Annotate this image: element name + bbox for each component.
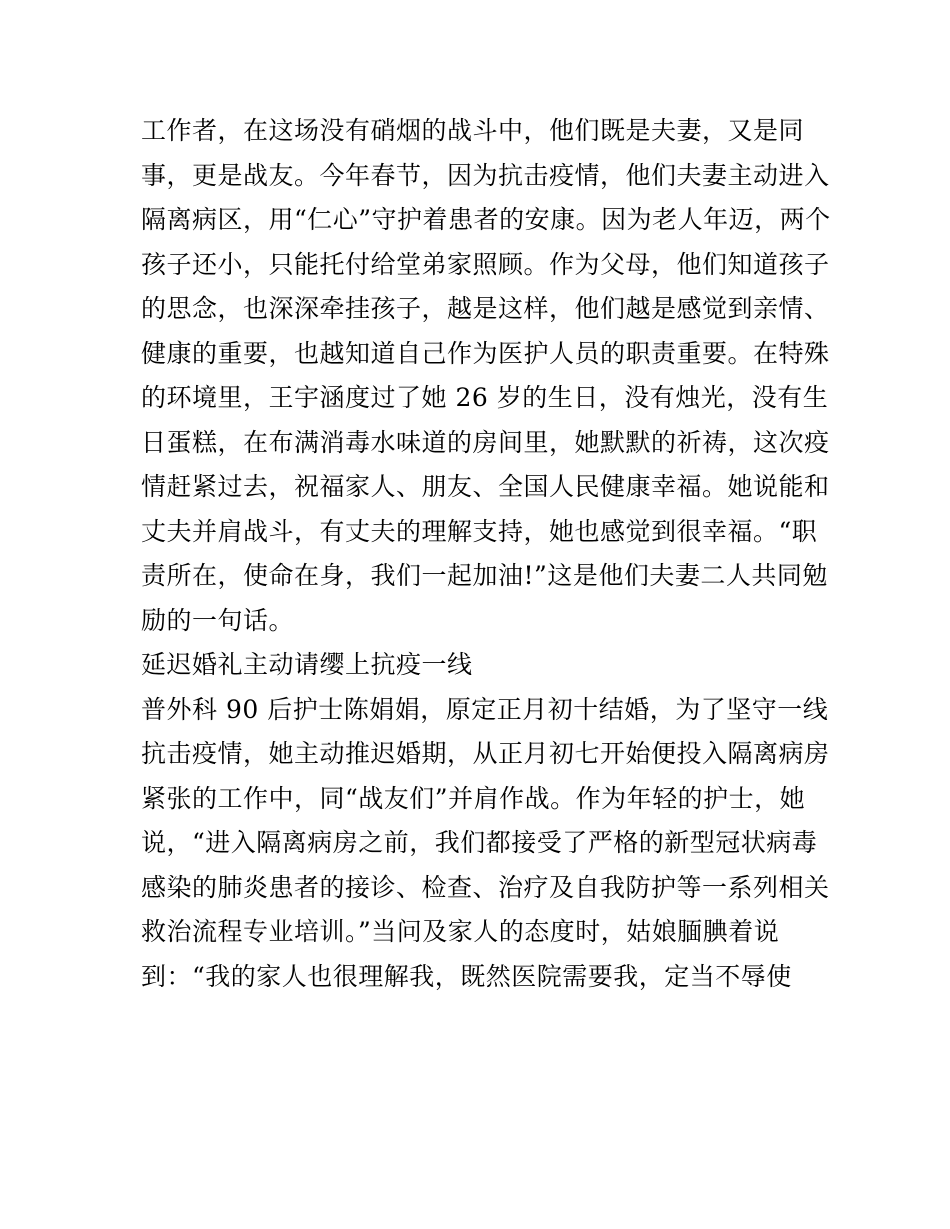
text-line: 情赶紧过去，祝福家人、朋友、全国人民健康幸福。她说能和 <box>141 472 830 501</box>
text-line: 工作者，在这场没有硝烟的战斗中，他们既是夫妻，又是同 <box>141 116 805 145</box>
text-line: 的思念，也深深牵挂孩子，越是这样，他们越是感觉到亲情、 <box>141 294 830 323</box>
text-line: 孩子还小，只能托付给堂弟家照顾。作为父母，他们知道孩子 <box>141 249 830 279</box>
text-line: 感染的肺炎患者的接诊、检查、治疗及自我防护等一系列相关 <box>141 872 830 902</box>
text-line: 丈夫并肩战斗，有丈夫的理解支持，她也感觉到很幸福。“职 <box>141 516 818 546</box>
text-line: 说，“进入隔离病房之前，我们都接受了严格的新型冠状病毒 <box>141 828 818 857</box>
text-line: 的环境里，王宇涵度过了她 26 岁的生日，没有烛光，没有生 <box>141 383 829 412</box>
text-line: 隔离病区，用“仁心”守护着患者的安康。因为老人年迈，两个 <box>141 205 831 234</box>
text-line: 责所在，使命在身，我们一起加油!”这是他们夫妻二人共同勉 <box>141 561 828 590</box>
text-line: 日蛋糕，在布满消毒水味道的房间里，她默默的祈祷，这次疫 <box>141 427 830 457</box>
text-line: 健康的重要，也越知道自己作为医护人员的职责重要。在特殊 <box>141 338 830 368</box>
document-body <box>141 109 831 999</box>
text-line: 抗击疫情，她主动推迟婚期，从正月初七开始便投入隔离病房 <box>141 739 830 768</box>
section-heading: 延迟婚礼主动请缨上抗疫一线 <box>141 650 473 679</box>
text-line: 紧张的工作中，同“战友们”并肩作战。作为年轻的护士，她 <box>141 783 806 813</box>
text-line: 励的一句话。 <box>141 605 295 635</box>
text-line: 事，更是战友。今年春节，因为抗击疫情，他们夫妻主动进入 <box>141 160 830 190</box>
text-line: 到：“我的家人也很理解我，既然医院需要我，定当不辱使 <box>141 961 792 991</box>
text-line: 普外科 90 后护士陈娟娟，原定正月初十结婚，为了坚守一线 <box>141 694 829 724</box>
text-line: 救治流程专业培训。”当问及家人的态度时，姑娘腼腆着说 <box>141 917 780 946</box>
